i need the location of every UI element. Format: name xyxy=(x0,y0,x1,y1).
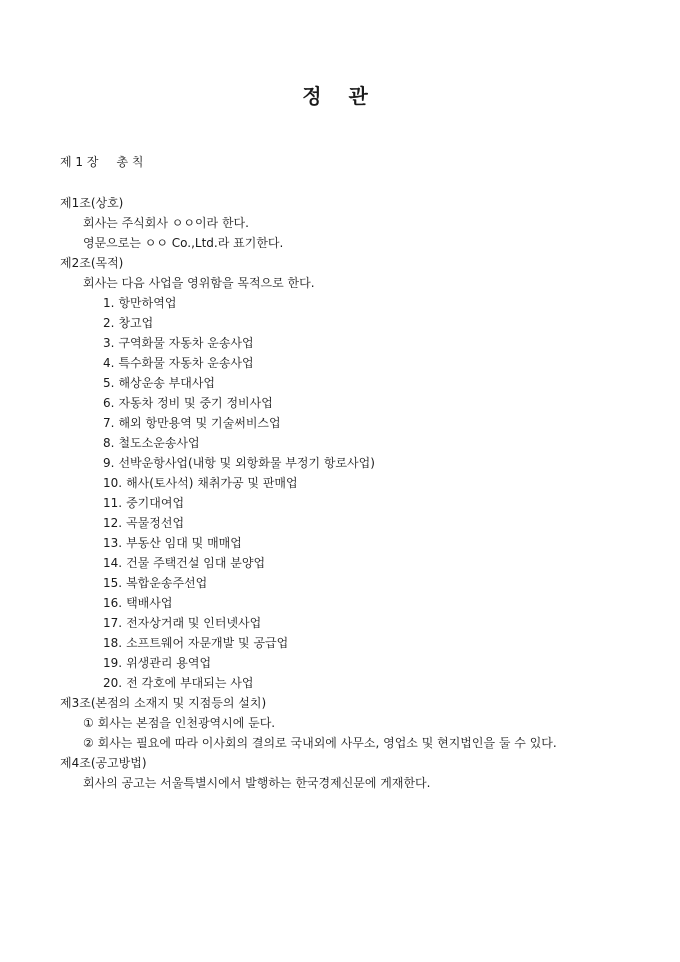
list-item xyxy=(60,313,660,333)
list-item-text: 위생관리 용역업 xyxy=(126,656,212,670)
list-item-text: 선박운항사업(내항 및 외항화물 부정기 항로사업) xyxy=(118,456,375,470)
list-item xyxy=(60,613,660,633)
article-1-paragraph-2: 영문으로는 ㅇㅇ Co.,Ltd.라 표기한다. xyxy=(83,236,284,250)
list-item xyxy=(60,433,660,453)
list-item xyxy=(60,453,660,473)
list-item-number: 5. xyxy=(103,376,115,390)
list-item xyxy=(60,633,660,653)
list-item-text: 전자상거래 및 인터넷사업 xyxy=(126,616,262,630)
list-item-number: 20. xyxy=(103,676,123,690)
list-item xyxy=(60,553,660,573)
list-item-number: 14. xyxy=(103,556,123,570)
chapter-title: 총 칙 xyxy=(116,155,144,169)
list-item xyxy=(60,493,660,513)
chapter-number: 제 1 장 xyxy=(60,155,99,169)
list-item-number: 17. xyxy=(103,616,123,630)
list-item-text: 특수화물 자동차 운송사업 xyxy=(118,356,254,370)
list-item xyxy=(60,353,660,373)
list-item xyxy=(60,413,660,433)
list-item-text: 중기대여업 xyxy=(126,496,185,510)
list-item xyxy=(60,293,660,313)
list-item xyxy=(60,533,660,553)
article-1-paragraph-1: 회사는 주식회사 ㅇㅇ이라 한다. xyxy=(83,216,249,230)
list-item xyxy=(60,373,660,393)
list-item-text: 항만하역업 xyxy=(118,296,177,310)
article-3-heading: 제3조(본점의 소재지 및 지점등의 설치) xyxy=(60,696,267,710)
list-item-number: 4. xyxy=(103,356,115,370)
article-1-heading: 제1조(상호) xyxy=(60,196,124,210)
list-item-text: 해사(토사석) 채취가공 및 판매업 xyxy=(126,476,298,490)
list-item xyxy=(60,513,660,533)
list-item xyxy=(60,333,660,353)
list-item-text: 건물 주택건설 임대 분양업 xyxy=(126,556,266,570)
list-item-text: 곡물정선업 xyxy=(126,516,185,530)
article-4-heading: 제4조(공고방법) xyxy=(60,756,147,770)
list-item-number: 1. xyxy=(103,296,115,310)
list-item xyxy=(60,593,660,613)
list-item-number: 10. xyxy=(103,476,123,490)
list-item-number: 19. xyxy=(103,656,123,670)
list-item-text: 구역화물 자동차 운송사업 xyxy=(118,336,254,350)
list-item-text: 자동차 정비 및 중기 정비사업 xyxy=(118,396,273,410)
list-item-number: 15. xyxy=(103,576,123,590)
list-item-number: 9. xyxy=(103,456,115,470)
list-item xyxy=(60,673,660,693)
list-item-number: 12. xyxy=(103,516,123,530)
list-item-number: 3. xyxy=(103,336,115,350)
list-item-text: 복합운송주선업 xyxy=(126,576,208,590)
list-item-text: 해외 항만용역 및 기술써비스업 xyxy=(118,416,281,430)
list-item-number: 2. xyxy=(103,316,115,330)
list-item-number: 7. xyxy=(103,416,115,430)
list-item-number: 11. xyxy=(103,496,123,510)
list-item xyxy=(60,653,660,673)
article-3-paragraph-1: ① 회사는 본점을 인천광역시에 둔다. xyxy=(83,716,276,730)
list-item-text: 전 각호에 부대되는 사업 xyxy=(126,676,254,690)
article-4-paragraph-1: 회사의 공고는 서울특별시에서 발행하는 한국경제신문에 게재한다. xyxy=(83,776,431,790)
list-item-text: 철도소운송사업 xyxy=(118,436,200,450)
list-item-number: 16. xyxy=(103,596,123,610)
list-item-text: 택배사업 xyxy=(126,596,173,610)
chapter-heading xyxy=(60,153,143,170)
list-item xyxy=(60,473,660,493)
document-title: 정 관 xyxy=(302,84,378,108)
list-item-number: 13. xyxy=(103,536,123,550)
list-item xyxy=(60,573,660,593)
list-item-number: 8. xyxy=(103,436,115,450)
list-item-text: 창고업 xyxy=(118,316,154,330)
article-2-heading: 제2조(목적) xyxy=(60,256,124,270)
article-2-paragraph-1: 회사는 다음 사업을 영위함을 목적으로 한다. xyxy=(83,276,315,290)
list-item-number: 6. xyxy=(103,396,115,410)
list-item-text: 해상운송 부대사업 xyxy=(118,376,216,390)
list-item-number: 18. xyxy=(103,636,123,650)
list-item-text: 소프트웨어 자문개발 및 공급업 xyxy=(126,636,289,650)
list-item-text: 부동산 임대 및 매매업 xyxy=(126,536,242,550)
document-body xyxy=(60,193,660,793)
list-item xyxy=(60,393,660,413)
article-3-paragraph-2: ② 회사는 필요에 따라 이사회의 결의로 국내외에 사무소, 영업소 및 현지법인을 둘 수 있다. xyxy=(83,736,557,750)
